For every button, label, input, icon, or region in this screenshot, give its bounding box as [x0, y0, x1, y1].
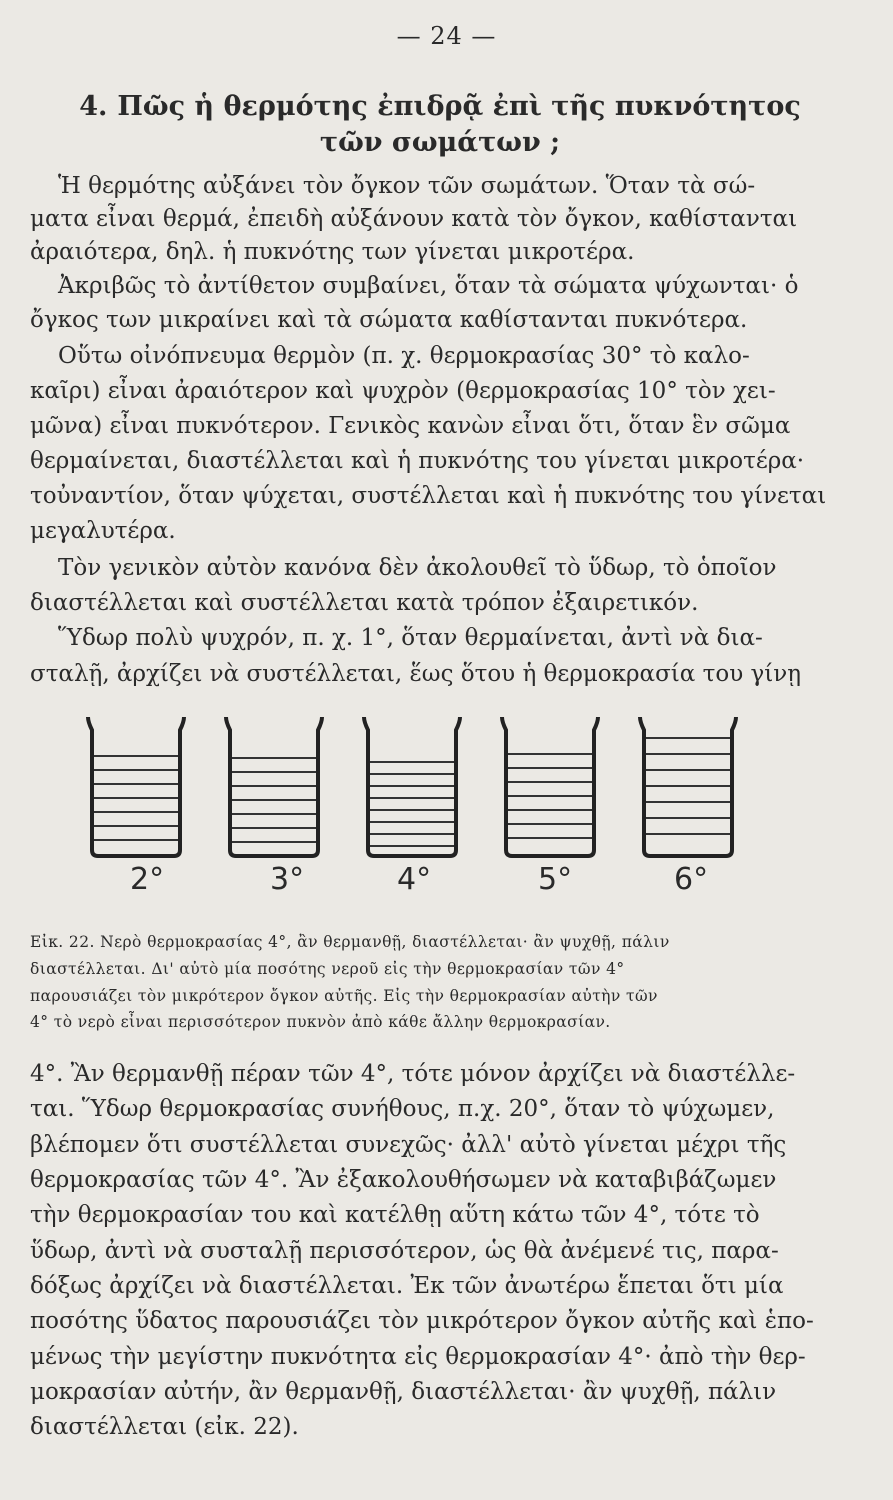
body-line: μοκρασίαν αὐτήν, ἂν θερμανθῇ, διαστέλλεται· ἂν ψυχθῇ, πάλιν	[30, 1379, 777, 1405]
body-line: ὕδωρ, ἀντὶ νὰ συσταλῇ περισσότερον, ὡς θὰ ἀνέμενέ τις, παρα-	[30, 1238, 779, 1264]
beaker-3deg	[226, 717, 322, 856]
body-line: Ἡ θερμότης αὐξάνει τὸν ὄγκον τῶν σωμάτων. Ὅταν τὰ σώ-	[58, 173, 756, 199]
figure-caption-line: διαστέλλεται. Δι' αὐτὸ μία ποσότης νεροῦ εἰς τὴν θερμοκρασίαν τῶν 4°	[30, 960, 625, 978]
figure-caption-line: παρουσιάζει τὸν μικρότερον ὄγκον αὐτῆς. Εἰς τὴν θερμοκρασίαν αὐτὴν τῶν	[30, 987, 658, 1005]
body-line: μένως τὴν μεγίστην πυκνότητα εἰς θερμοκρασίαν 4°· ἀπὸ τὴν θερ-	[30, 1344, 806, 1370]
temperature-label: 6°	[674, 862, 709, 897]
temperature-label: 3°	[270, 862, 305, 897]
beaker-4deg	[364, 717, 460, 856]
body-line: θερμοκρασίας τῶν 4°. Ἂν ἐξακολουθήσωμεν νὰ καταβιβάζωμεν	[30, 1167, 777, 1193]
body-line: μεγαλυτέρα.	[30, 518, 176, 544]
body-line: ἀραιότερα, δηλ. ἡ πυκνότης των γίνεται μικροτέρα.	[30, 239, 635, 265]
body-line: τὴν θερμοκρασίαν του καὶ κατέλθῃ αὕτη κάτω τῶν 4°, τότε τὸ	[30, 1202, 760, 1228]
beaker-5deg	[502, 717, 598, 856]
body-line: Ἀκριβῶς τὸ ἀντίθετον συμβαίνει, ὅταν τὰ σώματα ψύχωνται· ὁ	[58, 273, 799, 299]
figure-caption-line: Εἰκ. 22. Νερὸ θερμοκρασίας 4°, ἂν θερμανθῇ, διαστέλλεται· ἂν ψυχθῇ, πάλιν	[30, 933, 670, 951]
body-line: ὄγκος των μικραίνει καὶ τὰ σώματα καθίστανται πυκνότερα.	[30, 307, 748, 333]
body-line: τοὐναντίον, ὅταν ψύχεται, συστέλλεται καὶ ἡ πυκνότης του γίνεται	[30, 483, 827, 509]
body-line: ποσότης ὕδατος παρουσιάζει τὸν μικρότερον ὄγκον αὐτῆς καὶ ἑπο-	[30, 1308, 814, 1334]
body-line: διαστέλλεται καὶ συστέλλεται κατὰ τρόπον ἐξαιρετικόν.	[30, 590, 699, 616]
temperature-label: 4°	[397, 862, 432, 897]
body-line: σταλῇ, ἀρχίζει νὰ συστέλλεται, ἕως ὅτου ἡ θερμοκρασία του γίνῃ	[30, 661, 802, 687]
body-line: διαστέλλεται (εἰκ. 22).	[30, 1414, 299, 1440]
figure-caption-line: 4° τὸ νερὸ εἶναι περισσότερον πυκνὸν ἀπὸ κάθε ἄλλην θερμοκρασίαν.	[30, 1013, 611, 1031]
section-heading	[60, 88, 820, 126]
temperature-label: 2°	[130, 862, 165, 897]
section-number: 4.	[79, 91, 108, 122]
temperature-label: 5°	[538, 862, 573, 897]
body-line: Οὕτω οἰνόπνευμα θερμὸν (π. χ. θερμοκρασίας 30° τὸ καλο-	[58, 343, 750, 369]
body-line: μῶνα) εἶναι πυκνότερον. Γενικὸς κανὼν εἶναι ὅτι, ὅταν ἓν σῶμα	[30, 413, 791, 439]
body-line: δόξως ἀρχίζει νὰ διαστέλλεται. Ἐκ τῶν ἀνωτέρω ἕπεται ὅτι μία	[30, 1273, 784, 1299]
body-line: 4°. Ἂν θερμανθῇ πέραν τῶν 4°, τότε μόνον ἀρχίζει νὰ διαστέλλε-	[30, 1061, 796, 1087]
body-line: βλέπομεν ὅτι συστέλλεται συνεχῶς· ἀλλ' αὐτὸ γίνεται μέχρι τῆς	[30, 1132, 787, 1158]
beaker-2deg	[88, 717, 184, 856]
body-line: θερμαίνεται, διαστέλλεται καὶ ἡ πυκνότης του γίνεται μικροτέρα·	[30, 448, 805, 474]
body-line: καῖρι) εἶναι ἀραιότερον καὶ ψυχρὸν (θερμοκρασίας 10° τὸν χει-	[30, 378, 776, 404]
body-line: ται. Ὕδωρ θερμοκρασίας συνήθους, π.χ. 20°, ὅταν τὸ ψύχωμεν,	[30, 1096, 775, 1122]
body-line: Τὸν γενικὸν αὐτὸν κανόνα δὲν ἀκολουθεῖ τὸ ὕδωρ, τὸ ὁποῖον	[58, 555, 777, 581]
body-line: Ὕδωρ πολὺ ψυχρόν, π. χ. 1°, ὅταν θερμαίνεται, ἀντὶ νὰ δια-	[58, 625, 763, 651]
page-number: — 24 —	[396, 22, 497, 50]
body-line: ματα εἶναι θερμά, ἐπειδὴ αὐξάνουν κατὰ τὸν ὄγκον, καθίστανται	[30, 206, 798, 232]
section-title-line-1: Πῶς ἡ θερμότης ἐπιδρᾷ ἐπὶ τῆς πυκνότητος	[117, 91, 801, 122]
beaker-6deg	[640, 717, 736, 856]
section-title-line-2: τῶν σωμάτων ;	[319, 127, 561, 158]
